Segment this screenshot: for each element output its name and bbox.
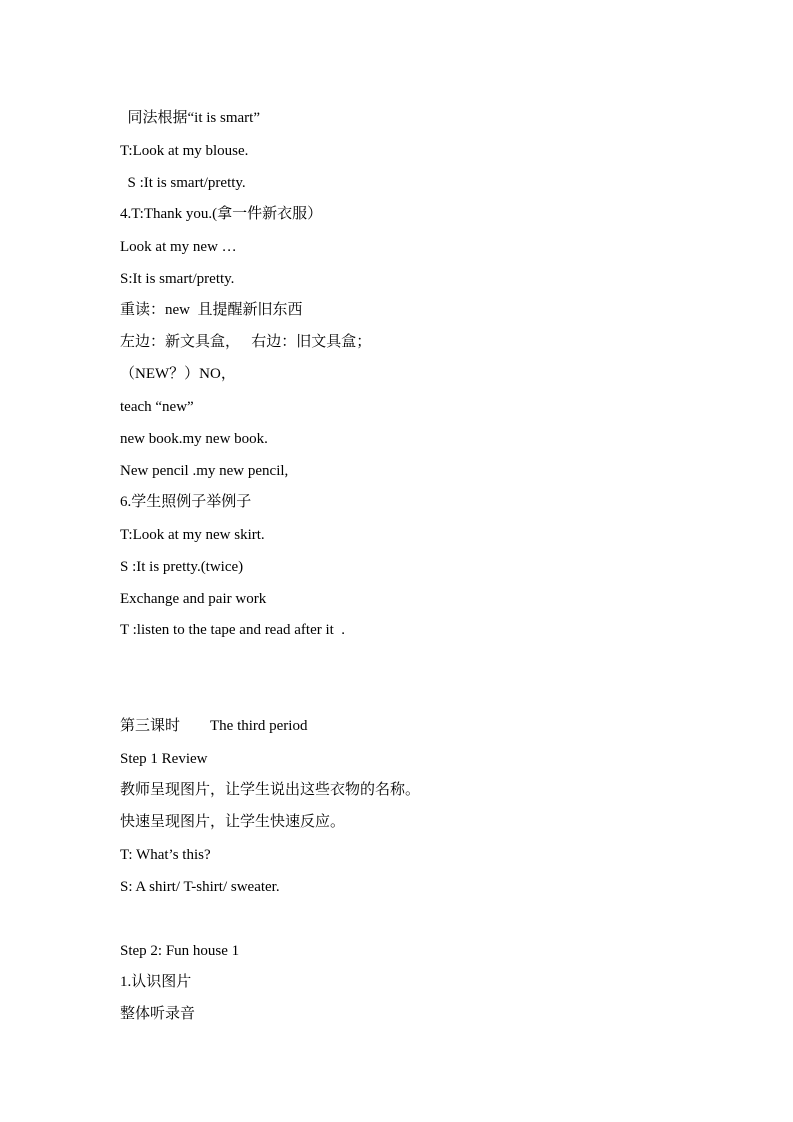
text-line: Step 1 Review [120,751,208,767]
text-line: 4.T:Thank you.(拿一件新衣服） [120,206,323,222]
text-line: 6.学生照例子举例子 [120,494,252,510]
text-line: Exchange and pair work [120,591,267,607]
text-line: S:It is smart/pretty. [120,271,235,287]
text-line: 同法根据“it is smart” [120,110,260,126]
text-line: T: What’s this? [120,847,211,863]
text-line: 教师呈现图片，让学生说出这些衣物的名称。 [120,782,421,798]
section-heading: 第三课时 The third period [120,718,308,734]
text-line: 重读：new 且提醒新旧东西 [120,302,303,318]
text-line: T:Look at my blouse. [120,143,249,159]
text-line: T:Look at my new skirt. [120,527,265,543]
text-line: Look at my new … [120,239,237,255]
text-line: new book.my new book. [120,431,268,447]
text-line: teach “new” [120,399,194,415]
text-line: 1.认识图片 [120,974,192,990]
text-line: 左边：新文具盒， 右边：旧文具盒； [120,334,372,350]
text-line: 快速呈现图片，让学生快速反应。 [120,814,346,830]
text-line: New pencil .my new pencil, [120,463,289,479]
text-line: S :It is smart/pretty. [120,175,246,191]
text-line: 整体听录音 [120,1006,196,1022]
text-line: S: A shirt/ T-shirt/ sweater. [120,879,280,895]
text-line: T :listen to the tape and read after it . [120,622,346,638]
text-line: Step 2: Fun house 1 [120,943,240,959]
text-line: S :It is pretty.(twice) [120,559,244,575]
text-line: （NEW？）NO， [120,366,236,382]
